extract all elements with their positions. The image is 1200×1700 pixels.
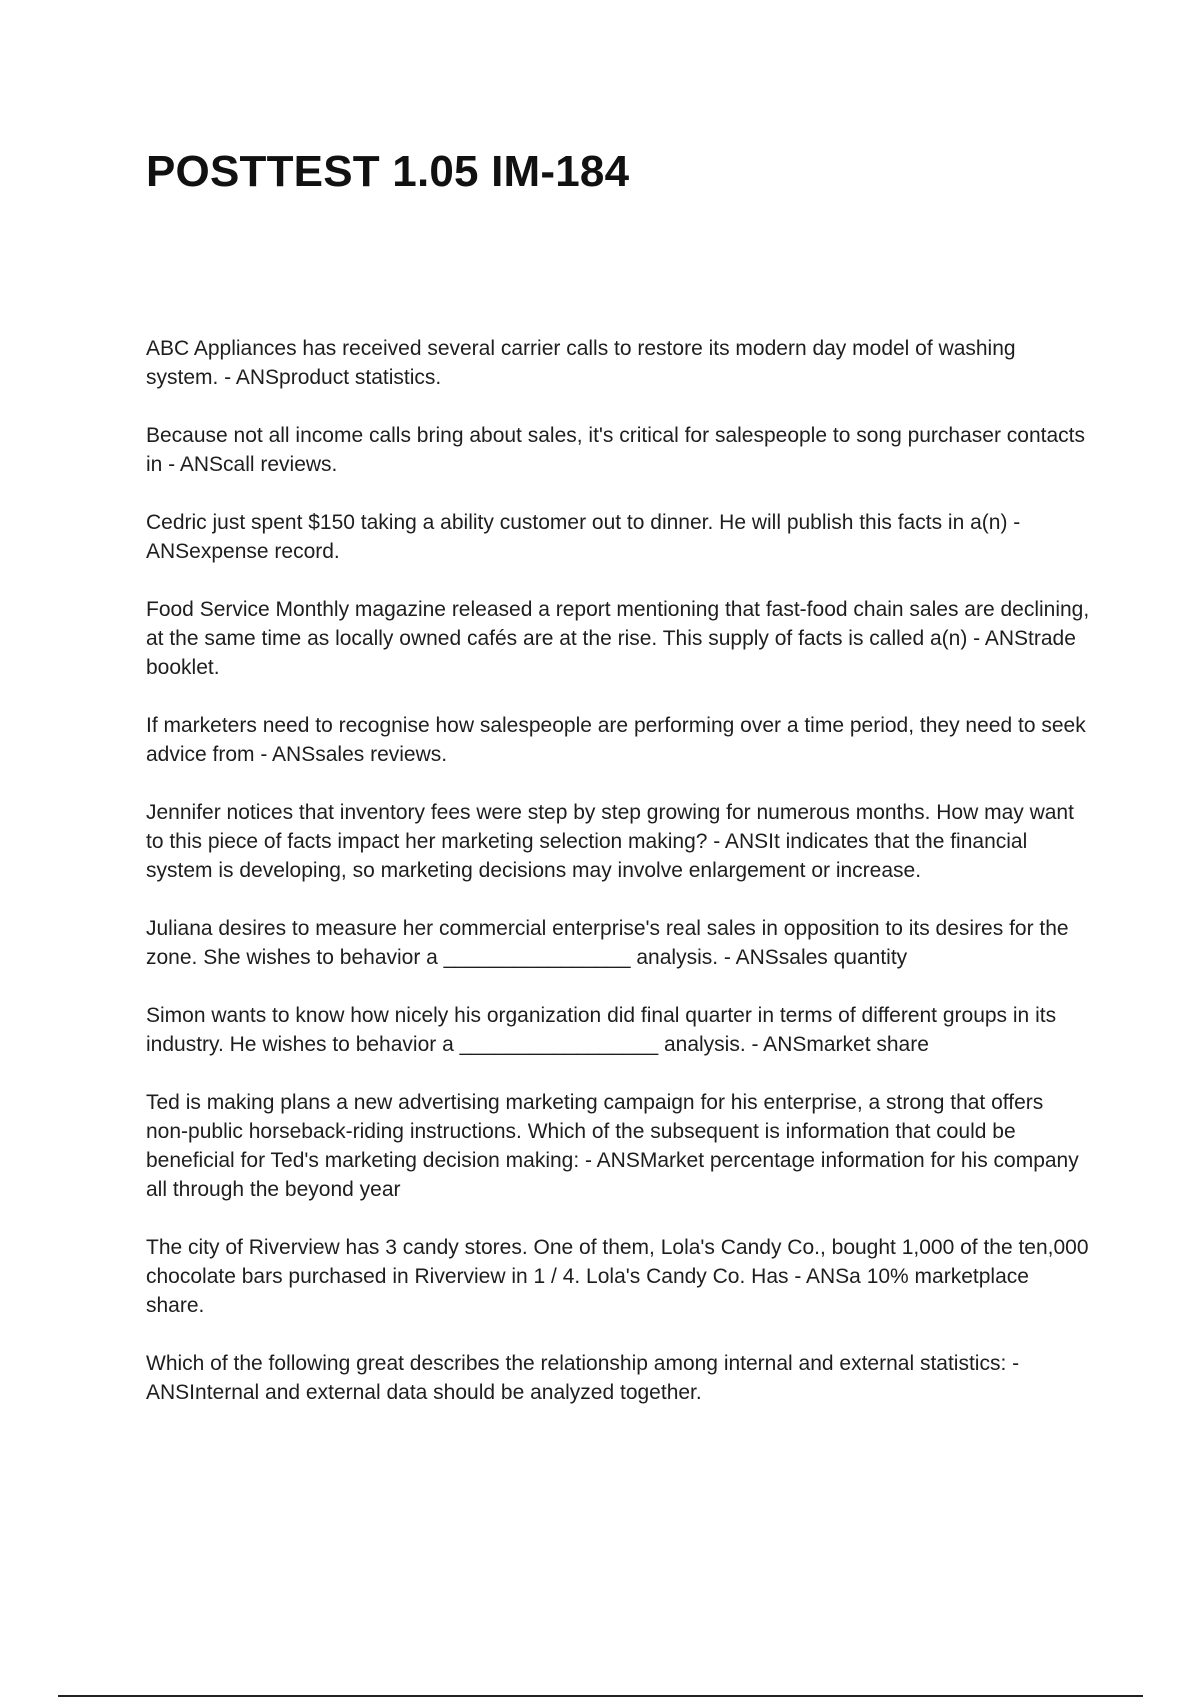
qa-item: Jennifer notices that inventory fees were step by step growing for numerous months. How may want to this piece of facts impact her marketing selection making? - ANSIt indicates that the financial system is developing, so marketing decisions may involve enlargement or increase. [146, 801, 1074, 882]
qa-item: The city of Riverview has 3 candy stores. One of them, Lola's Candy Co., bought 1,000 of the ten,000 chocolate bars purchased in Riverview in 1 / 4. Lola's Candy Co. Has - ANSa 10% marketplace share. [146, 1236, 1089, 1317]
qa-item: Which of the following great describes the relationship among internal and external statistics: - ANSInternal and external data should be analyzed together. [146, 1352, 1020, 1404]
qa-item: Simon wants to know how nicely his organization did final quarter in terms of different groups in its industry. He wishes to behavior a _________________ analysis. - ANSmarket share [146, 1004, 1057, 1056]
qa-item: Because not all income calls bring about sales, it's critical for salespeople to song purchaser contacts in - ANScall reviews. [146, 424, 1086, 476]
footer-divider [58, 1695, 1143, 1697]
qa-item: Cedric just spent $150 taking a ability customer out to dinner. He will publish this facts in a(n) - ANSexpense record. [146, 511, 1021, 563]
qa-item: Juliana desires to measure her commercial enterprise's real sales in opposition to its desires for the zone. She wishes to behavior a ________________ analysis. - ANSsales quantity [146, 917, 1069, 969]
question-answer-list [146, 334, 1091, 1436]
document-title: POSTTEST 1.05 IM-184 [146, 147, 630, 196]
qa-item: Ted is making plans a new advertising marketing campaign for his enterprise, a strong that offers non-public horseback-riding instructions. Which of the subsequent is information that could be beneficial for Ted's marketing decision making: - ANSMarket percentage information for his company all through the beyond year [146, 1091, 1079, 1201]
qa-item: If marketers need to recognise how salespeople are performing over a time period, they need to seek advice from - ANSsales reviews. [146, 714, 1086, 766]
qa-item: Food Service Monthly magazine released a report mentioning that fast-food chain sales are declining, at the same time as locally owned cafés are at the rise. This supply of facts is called a(n) - ANStrade booklet. [146, 598, 1090, 679]
qa-item: ABC Appliances has received several carrier calls to restore its modern day model of washing system. - ANSproduct statistics. [146, 337, 1016, 389]
